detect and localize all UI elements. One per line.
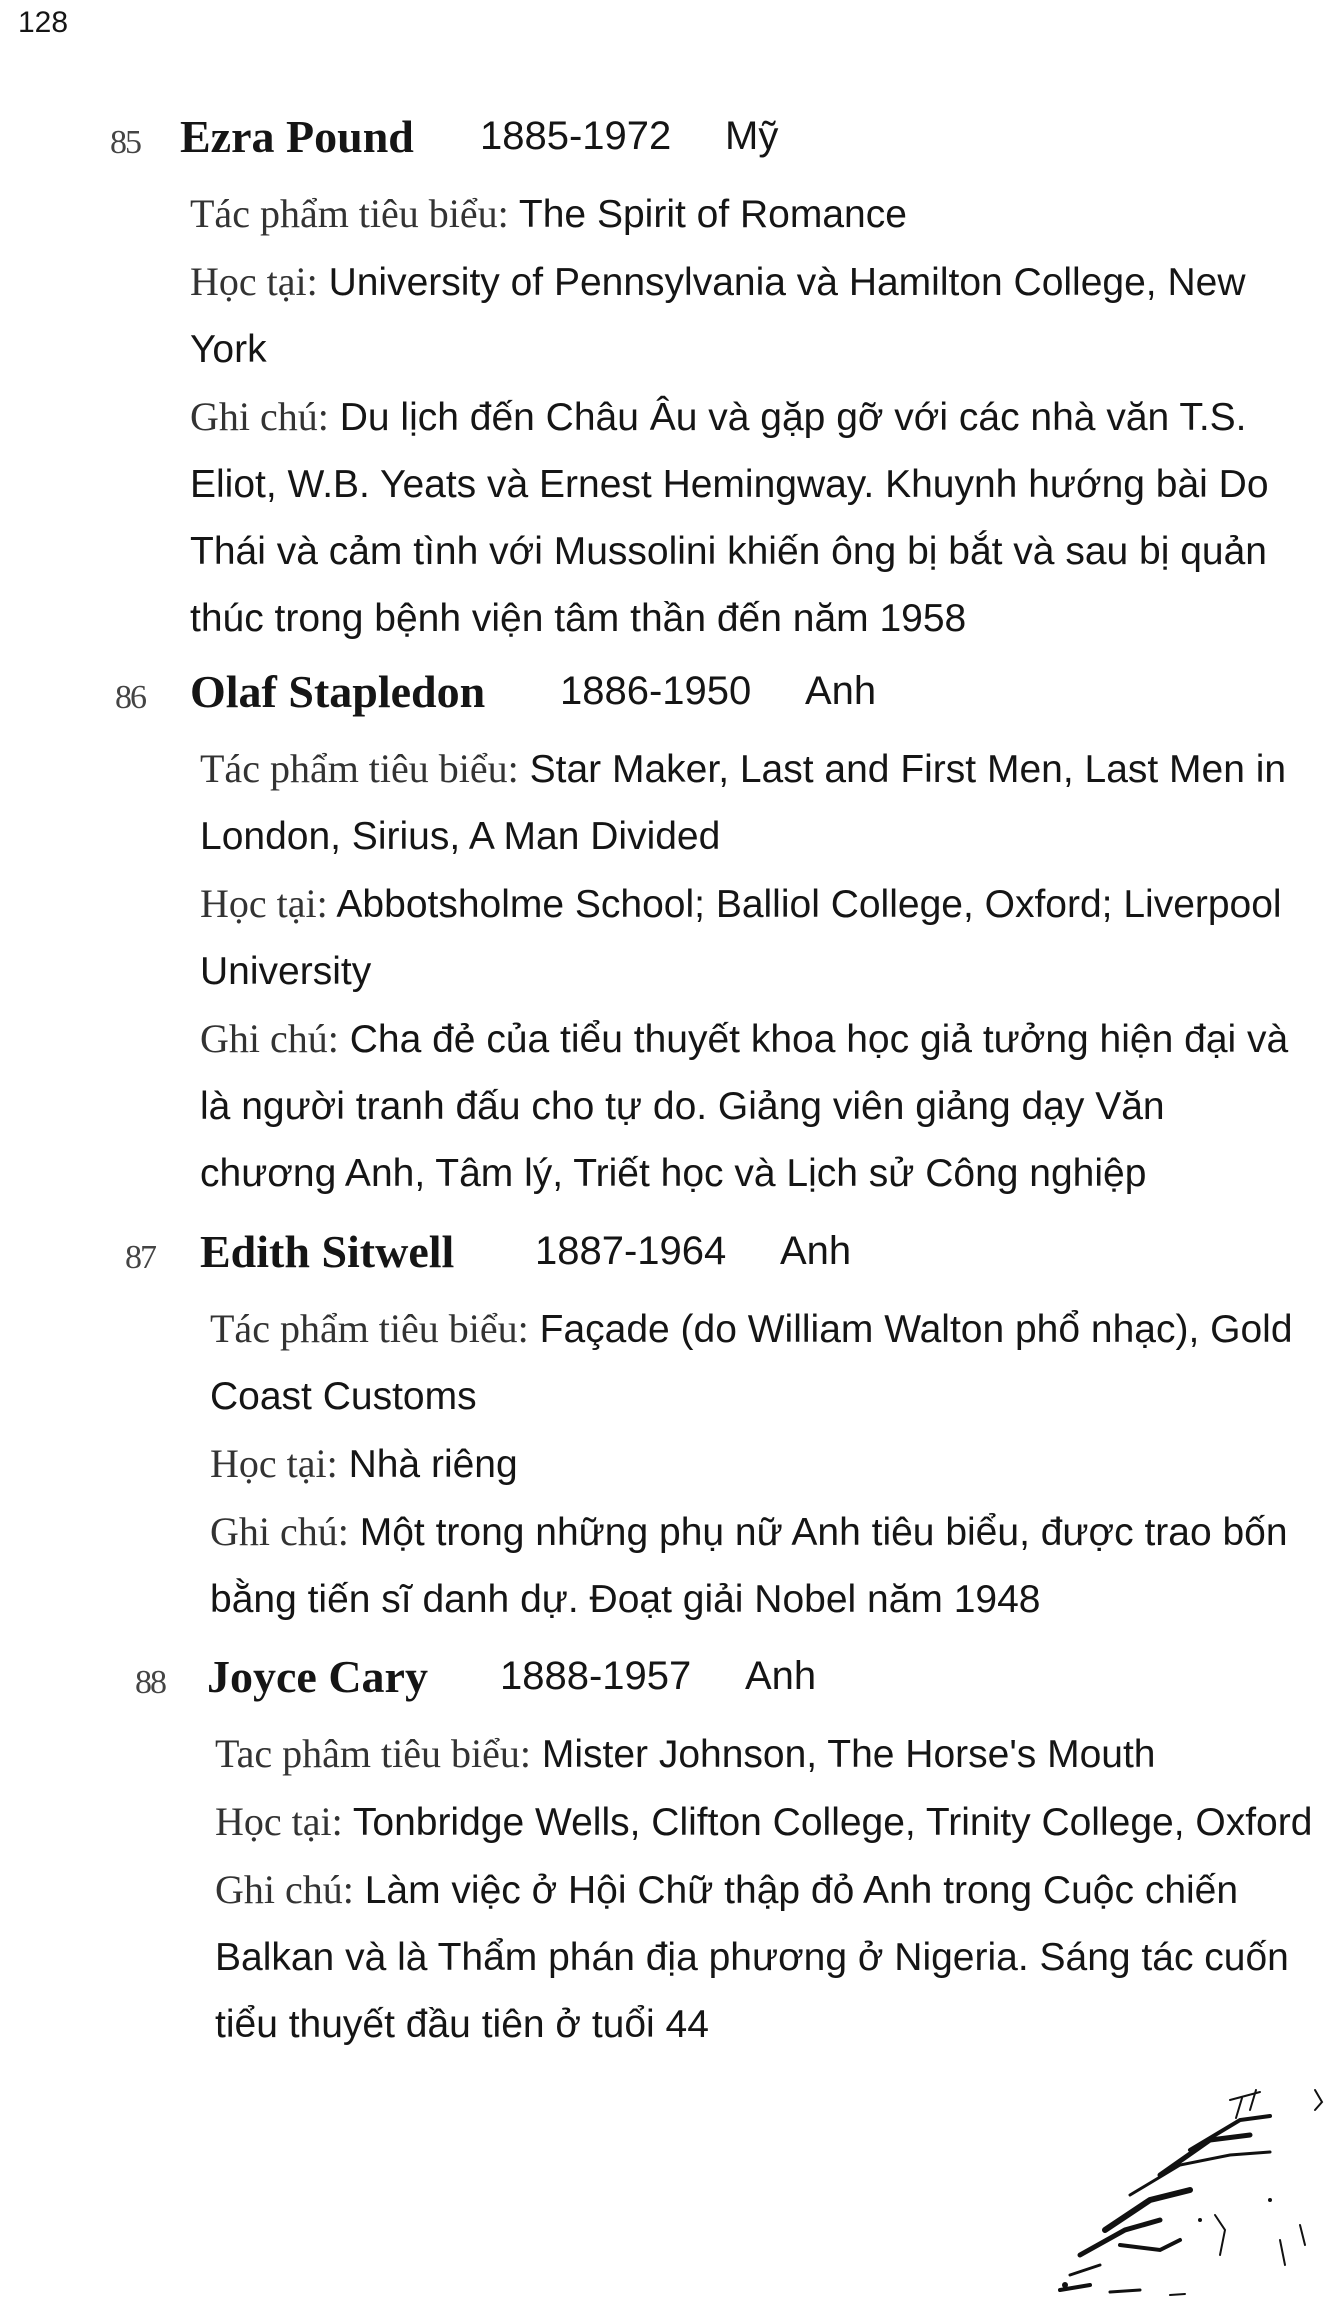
author-years: 1886-1950 bbox=[560, 669, 752, 713]
notes-text-cont: Thái và cảm tình với Mussolini khiến ông bị bắt và sau bị quản bbox=[190, 530, 1267, 573]
studied-text: Nhà riêng bbox=[348, 1443, 518, 1486]
studied-line bbox=[200, 870, 1340, 938]
notes-text-cont: bằng tiến sĩ danh dự. Đoạt giải Nobel năm 1948 bbox=[210, 1578, 1041, 1621]
notes-line bbox=[190, 383, 1330, 451]
works-text-cont: London, Sirius, A Man Divided bbox=[200, 815, 721, 858]
notes-text-cont: là người tranh đấu cho tự do. Giảng viên giảng dạy Văn bbox=[200, 1085, 1165, 1128]
author-name: Joyce Cary bbox=[207, 1651, 428, 1702]
works-label: Tac phâm tiêu biểu: bbox=[215, 1731, 531, 1776]
notes-text-cont: Eliot, W.B. Yeats và Ernest Hemingway. Khuynh hướng bài Do bbox=[190, 463, 1269, 506]
author-years: 1887-1964 bbox=[535, 1229, 727, 1273]
notes-text-cont: chương Anh, Tâm lý, Triết học và Lịch sử Công nghiệp bbox=[200, 1152, 1147, 1195]
notes-text-cont: tiểu thuyết đầu tiên ở tuổi 44 bbox=[215, 2003, 709, 2046]
author-country: Anh bbox=[780, 1229, 852, 1273]
studied-label: Học tại: bbox=[215, 1799, 343, 1844]
entry-details bbox=[210, 1295, 1344, 1633]
author-country: Anh bbox=[745, 1654, 817, 1698]
notes-line bbox=[210, 1498, 1344, 1566]
author-country: Mỹ bbox=[725, 114, 779, 158]
entry-header bbox=[115, 665, 1340, 735]
works-text: Star Maker, Last and First Men, Last Men in bbox=[529, 748, 1287, 791]
works-label: Tác phẩm tiêu biểu: bbox=[200, 746, 519, 791]
works-text: The Spirit of Romance bbox=[518, 193, 907, 236]
notes-text: Cha đẻ của tiểu thuyết khoa học giả tưởng hiện đại và bbox=[349, 1018, 1289, 1061]
page-number: 128 bbox=[18, 6, 69, 39]
entry-number: 86 bbox=[115, 679, 145, 716]
entry-87 bbox=[125, 1225, 1344, 1633]
studied-line bbox=[210, 1430, 1344, 1498]
works-text: Mister Johnson, The Horse's Mouth bbox=[541, 1733, 1156, 1776]
notes-label: Ghi chú: bbox=[215, 1867, 354, 1912]
notes-text-cont: thúc trong bệnh viện tâm thần đến năm 1958 bbox=[190, 597, 967, 640]
author-name: Olaf Stapledon bbox=[190, 666, 486, 717]
studied-line bbox=[190, 248, 1330, 316]
works-line bbox=[215, 1720, 1344, 1788]
works-line bbox=[200, 735, 1340, 803]
notes-text: Du lịch đến Châu Âu và gặp gỡ với các nhà văn T.S. bbox=[339, 396, 1247, 439]
entry-header bbox=[135, 1650, 1344, 1720]
author-years: 1885-1972 bbox=[480, 114, 672, 158]
notes-line bbox=[215, 1856, 1344, 1924]
author-name: Edith Sitwell bbox=[200, 1226, 455, 1277]
entry-header bbox=[110, 110, 1330, 180]
studied-text: Abbotsholme School; Balliol College, Oxford; Liverpool bbox=[336, 883, 1282, 926]
entry-details bbox=[200, 735, 1340, 1207]
author-years: 1888-1957 bbox=[500, 1654, 692, 1698]
studied-text: University of Pennsylvania và Hamilton College, New bbox=[328, 261, 1246, 304]
works-line bbox=[210, 1295, 1344, 1363]
notes-text: Làm việc ở Hội Chữ thập đỏ Anh trong Cuộc chiến bbox=[364, 1869, 1239, 1912]
works-text: Façade (do William Walton phổ nhạc), Gold bbox=[539, 1308, 1293, 1351]
studied-text: Tonbridge Wells, Clifton College, Trinity College, Oxford bbox=[352, 1801, 1313, 1844]
studied-label: Học tại: bbox=[190, 259, 318, 304]
signature-scribble bbox=[1010, 2080, 1330, 2300]
entry-88 bbox=[135, 1650, 1344, 2058]
works-text-cont: Coast Customs bbox=[210, 1375, 477, 1418]
notes-label: Ghi chú: bbox=[190, 394, 329, 439]
entry-details bbox=[190, 180, 1330, 652]
author-name: Ezra Pound bbox=[180, 111, 414, 162]
notes-label: Ghi chú: bbox=[200, 1016, 339, 1061]
works-label: Tác phẩm tiêu biểu: bbox=[190, 191, 509, 236]
entry-86 bbox=[115, 665, 1340, 1207]
notes-line bbox=[200, 1005, 1340, 1073]
studied-text-cont: York bbox=[190, 328, 267, 371]
notes-text: Một trong những phụ nữ Anh tiêu biểu, được trao bốn bbox=[359, 1511, 1288, 1554]
entry-details bbox=[215, 1720, 1344, 2058]
studied-label: Học tại: bbox=[210, 1441, 338, 1486]
studied-line bbox=[215, 1788, 1344, 1856]
studied-text-cont: University bbox=[200, 950, 372, 993]
author-country: Anh bbox=[805, 669, 877, 713]
entry-number: 88 bbox=[135, 1664, 165, 1701]
works-label: Tác phẩm tiêu biểu: bbox=[210, 1306, 529, 1351]
entry-85 bbox=[110, 110, 1330, 652]
notes-text-cont: Balkan và là Thẩm phán địa phương ở Nigeria. Sáng tác cuốn bbox=[215, 1936, 1289, 1979]
entry-number: 87 bbox=[125, 1239, 155, 1276]
notes-label: Ghi chú: bbox=[210, 1509, 349, 1554]
works-line bbox=[190, 180, 1330, 248]
entry-header bbox=[125, 1225, 1344, 1295]
studied-label: Học tại: bbox=[200, 881, 328, 926]
entry-number: 85 bbox=[110, 124, 140, 161]
